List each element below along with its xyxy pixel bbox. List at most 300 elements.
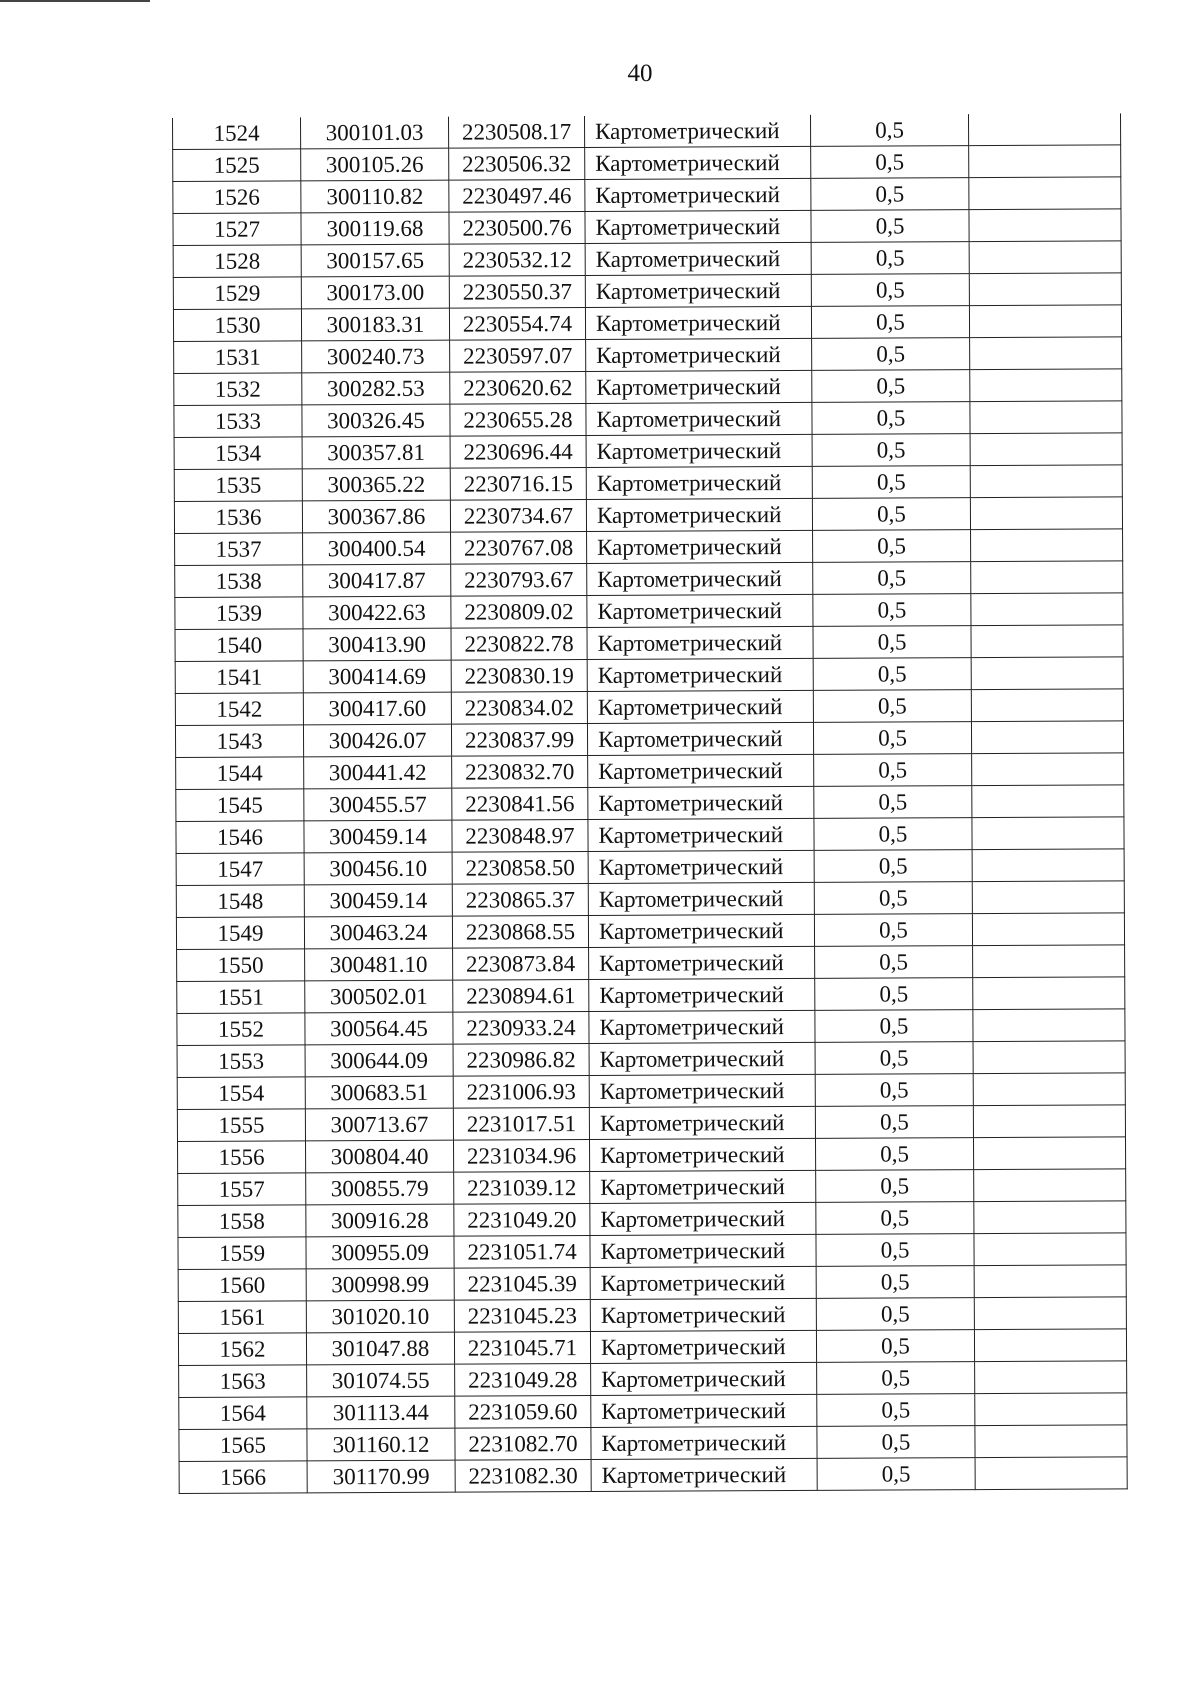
y-coordinate-cell: 2231051.74 bbox=[454, 1235, 590, 1268]
note-cell bbox=[975, 1393, 1127, 1426]
x-coordinate-cell: 300459.14 bbox=[304, 820, 452, 853]
table-row bbox=[174, 465, 1122, 502]
point-number-cell: 1541 bbox=[175, 661, 303, 694]
accuracy-cell: 0,5 bbox=[816, 1170, 974, 1203]
note-cell bbox=[970, 433, 1122, 466]
x-coordinate-cell: 300441.42 bbox=[304, 756, 452, 789]
method-cell: Картометрический bbox=[588, 914, 814, 947]
table-row bbox=[179, 1425, 1127, 1462]
note-cell bbox=[973, 1041, 1125, 1074]
method-cell: Картометрический bbox=[584, 115, 810, 148]
accuracy-cell: 0,5 bbox=[812, 466, 970, 499]
y-coordinate-cell: 2230597.07 bbox=[450, 339, 586, 372]
accuracy-cell: 0,5 bbox=[815, 1138, 973, 1171]
method-cell: Картометрический bbox=[589, 1042, 815, 1075]
note-cell bbox=[972, 849, 1124, 882]
table-row bbox=[173, 209, 1121, 246]
accuracy-cell: 0,5 bbox=[811, 146, 969, 179]
y-coordinate-cell: 2231039.12 bbox=[454, 1171, 590, 1204]
y-coordinate-cell: 2231017.51 bbox=[453, 1107, 589, 1140]
x-coordinate-cell: 301170.99 bbox=[307, 1460, 455, 1493]
table-row bbox=[174, 401, 1122, 438]
note-cell bbox=[974, 1233, 1126, 1266]
table-row bbox=[175, 561, 1123, 598]
method-cell: Картометрический bbox=[590, 1170, 816, 1203]
table-row bbox=[175, 529, 1123, 566]
accuracy-cell: 0,5 bbox=[811, 210, 969, 243]
x-coordinate-cell: 300426.07 bbox=[303, 724, 451, 757]
table-row bbox=[178, 1201, 1126, 1238]
table-row bbox=[179, 1393, 1127, 1430]
x-coordinate-cell: 300463.24 bbox=[304, 916, 452, 949]
method-cell: Картометрический bbox=[588, 882, 814, 915]
method-cell: Картометрический bbox=[586, 434, 812, 467]
x-coordinate-cell: 300282.53 bbox=[302, 372, 450, 405]
y-coordinate-cell: 2230894.61 bbox=[453, 979, 589, 1012]
x-coordinate-cell: 300400.54 bbox=[303, 532, 451, 565]
point-number-cell: 1548 bbox=[176, 885, 304, 918]
accuracy-cell: 0,5 bbox=[813, 594, 971, 627]
note-cell bbox=[971, 561, 1123, 594]
point-number-cell: 1544 bbox=[176, 757, 304, 790]
accuracy-cell: 0,5 bbox=[816, 1298, 974, 1331]
point-number-cell: 1545 bbox=[176, 789, 304, 822]
note-cell bbox=[973, 977, 1125, 1010]
x-coordinate-cell: 301074.55 bbox=[307, 1364, 455, 1397]
x-coordinate-cell: 301160.12 bbox=[307, 1428, 455, 1461]
accuracy-cell: 0,5 bbox=[816, 1266, 974, 1299]
x-coordinate-cell: 300367.86 bbox=[302, 500, 450, 533]
table-row bbox=[176, 817, 1124, 854]
point-number-cell: 1566 bbox=[179, 1461, 307, 1494]
point-number-cell: 1561 bbox=[178, 1301, 306, 1334]
y-coordinate-cell: 2230837.99 bbox=[451, 723, 587, 756]
point-number-cell: 1553 bbox=[177, 1045, 305, 1078]
y-coordinate-cell: 2231049.20 bbox=[454, 1203, 590, 1236]
note-cell bbox=[972, 881, 1124, 914]
point-number-cell: 1536 bbox=[174, 501, 302, 534]
accuracy-cell: 0,5 bbox=[814, 882, 972, 915]
table-row bbox=[177, 945, 1125, 982]
y-coordinate-cell: 2230506.32 bbox=[449, 147, 585, 180]
accuracy-cell: 0,5 bbox=[813, 690, 971, 723]
note-cell bbox=[969, 305, 1121, 338]
accuracy-cell: 0,5 bbox=[817, 1458, 975, 1491]
note-cell bbox=[969, 145, 1121, 178]
method-cell: Картометрический bbox=[590, 1266, 816, 1299]
y-coordinate-cell: 2230793.67 bbox=[451, 563, 587, 596]
method-cell: Картометрический bbox=[591, 1458, 817, 1491]
accuracy-cell: 0,5 bbox=[814, 754, 972, 787]
table-row bbox=[173, 241, 1121, 278]
point-number-cell: 1537 bbox=[175, 533, 303, 566]
table-row bbox=[179, 1361, 1127, 1398]
accuracy-cell: 0,5 bbox=[815, 946, 973, 979]
y-coordinate-cell: 2231049.28 bbox=[455, 1363, 591, 1396]
coordinates-table bbox=[172, 113, 1128, 1494]
note-cell bbox=[971, 657, 1123, 690]
method-cell: Картометрический bbox=[585, 146, 811, 179]
accuracy-cell: 0,5 bbox=[812, 498, 970, 531]
y-coordinate-cell: 2230933.24 bbox=[453, 1011, 589, 1044]
accuracy-cell: 0,5 bbox=[816, 1234, 974, 1267]
table-row bbox=[178, 1265, 1126, 1302]
note-cell bbox=[970, 369, 1122, 402]
x-coordinate-cell: 300422.63 bbox=[303, 596, 451, 629]
y-coordinate-cell: 2230841.56 bbox=[452, 787, 588, 820]
note-cell bbox=[969, 209, 1121, 242]
point-number-cell: 1538 bbox=[175, 565, 303, 598]
accuracy-cell: 0,5 bbox=[812, 402, 970, 435]
note-cell bbox=[970, 497, 1122, 530]
table-row bbox=[177, 1009, 1125, 1046]
scan-edge-mark bbox=[0, 0, 150, 2]
accuracy-cell: 0,5 bbox=[812, 434, 970, 467]
method-cell: Картометрический bbox=[587, 594, 813, 627]
point-number-cell: 1533 bbox=[174, 405, 302, 438]
accuracy-cell: 0,5 bbox=[815, 1074, 973, 1107]
point-number-cell: 1539 bbox=[175, 597, 303, 630]
point-number-cell: 1530 bbox=[173, 309, 301, 342]
x-coordinate-cell: 300326.45 bbox=[302, 404, 450, 437]
point-number-cell: 1554 bbox=[177, 1077, 305, 1110]
table-row bbox=[176, 881, 1124, 918]
note-cell bbox=[974, 1265, 1126, 1298]
point-number-cell: 1549 bbox=[176, 917, 304, 950]
y-coordinate-cell: 2230550.37 bbox=[449, 275, 585, 308]
point-number-cell: 1547 bbox=[176, 853, 304, 886]
y-coordinate-cell: 2230620.62 bbox=[450, 371, 586, 404]
point-number-cell: 1559 bbox=[178, 1237, 306, 1270]
x-coordinate-cell: 300105.26 bbox=[301, 148, 449, 181]
x-coordinate-cell: 300644.09 bbox=[305, 1044, 453, 1077]
point-number-cell: 1552 bbox=[177, 1013, 305, 1046]
note-cell bbox=[973, 1137, 1125, 1170]
accuracy-cell: 0,5 bbox=[813, 626, 971, 659]
y-coordinate-cell: 2230767.08 bbox=[451, 531, 587, 564]
note-cell bbox=[973, 1009, 1125, 1042]
method-cell: Картометрический bbox=[587, 658, 813, 691]
point-number-cell: 1562 bbox=[178, 1333, 306, 1366]
y-coordinate-cell: 2230508.17 bbox=[448, 116, 584, 148]
y-coordinate-cell: 2230696.44 bbox=[450, 435, 586, 468]
x-coordinate-cell: 300417.60 bbox=[303, 692, 451, 725]
y-coordinate-cell: 2231045.23 bbox=[454, 1299, 590, 1332]
point-number-cell: 1542 bbox=[175, 693, 303, 726]
table-row bbox=[178, 1169, 1126, 1206]
point-number-cell: 1526 bbox=[173, 181, 301, 214]
table-row bbox=[174, 369, 1122, 406]
accuracy-cell: 0,5 bbox=[815, 1042, 973, 1075]
point-number-cell: 1524 bbox=[173, 117, 301, 149]
note-cell bbox=[971, 689, 1123, 722]
y-coordinate-cell: 2231059.60 bbox=[455, 1395, 591, 1428]
x-coordinate-cell: 301113.44 bbox=[307, 1396, 455, 1429]
y-coordinate-cell: 2230822.78 bbox=[451, 627, 587, 660]
method-cell: Картометрический bbox=[588, 754, 814, 787]
accuracy-cell: 0,5 bbox=[815, 978, 973, 1011]
accuracy-cell: 0,5 bbox=[814, 818, 972, 851]
point-number-cell: 1565 bbox=[179, 1429, 307, 1462]
accuracy-cell: 0,5 bbox=[815, 1106, 973, 1139]
table-row bbox=[178, 1329, 1126, 1366]
x-coordinate-cell: 300998.99 bbox=[306, 1268, 454, 1301]
method-cell: Картометрический bbox=[586, 402, 812, 435]
note-cell bbox=[975, 1361, 1127, 1394]
accuracy-cell: 0,5 bbox=[816, 1330, 974, 1363]
x-coordinate-cell: 300916.28 bbox=[306, 1204, 454, 1237]
y-coordinate-cell: 2230734.67 bbox=[450, 499, 586, 532]
note-cell bbox=[972, 817, 1124, 850]
x-coordinate-cell: 300157.65 bbox=[301, 244, 449, 277]
x-coordinate-cell: 300110.82 bbox=[301, 180, 449, 213]
accuracy-cell: 0,5 bbox=[814, 786, 972, 819]
note-cell bbox=[970, 401, 1122, 434]
point-number-cell: 1558 bbox=[178, 1205, 306, 1238]
method-cell: Картометрический bbox=[589, 946, 815, 979]
note-cell bbox=[968, 113, 1120, 145]
x-coordinate-cell: 300713.67 bbox=[305, 1108, 453, 1141]
note-cell bbox=[975, 1425, 1127, 1458]
point-number-cell: 1564 bbox=[179, 1397, 307, 1430]
note-cell bbox=[974, 1169, 1126, 1202]
accuracy-cell: 0,5 bbox=[817, 1362, 975, 1395]
method-cell: Картометрический bbox=[585, 242, 811, 275]
table-row bbox=[176, 785, 1124, 822]
x-coordinate-cell: 300414.69 bbox=[303, 660, 451, 693]
point-number-cell: 1529 bbox=[173, 277, 301, 310]
x-coordinate-cell: 300855.79 bbox=[306, 1172, 454, 1205]
x-coordinate-cell: 300502.01 bbox=[305, 980, 453, 1013]
accuracy-cell: 0,5 bbox=[811, 274, 969, 307]
table-row bbox=[173, 113, 1121, 149]
y-coordinate-cell: 2231045.71 bbox=[454, 1331, 590, 1364]
note-cell bbox=[971, 721, 1123, 754]
y-coordinate-cell: 2231082.30 bbox=[455, 1459, 591, 1492]
method-cell: Картометрический bbox=[586, 466, 812, 499]
table-row bbox=[174, 337, 1122, 374]
method-cell: Картометрический bbox=[591, 1426, 817, 1459]
point-number-cell: 1525 bbox=[173, 149, 301, 182]
method-cell: Картометрический bbox=[588, 850, 814, 883]
note-cell bbox=[971, 625, 1123, 658]
method-cell: Картометрический bbox=[590, 1202, 816, 1235]
method-cell: Картометрический bbox=[586, 498, 812, 531]
x-coordinate-cell: 300183.31 bbox=[301, 308, 449, 341]
point-number-cell: 1555 bbox=[177, 1109, 305, 1142]
table-row bbox=[176, 849, 1124, 886]
accuracy-cell: 0,5 bbox=[813, 722, 971, 755]
point-number-cell: 1556 bbox=[178, 1141, 306, 1174]
x-coordinate-cell: 300413.90 bbox=[303, 628, 451, 661]
y-coordinate-cell: 2230830.19 bbox=[451, 659, 587, 692]
note-cell bbox=[972, 785, 1124, 818]
point-number-cell: 1540 bbox=[175, 629, 303, 662]
method-cell: Картометрический bbox=[588, 818, 814, 851]
y-coordinate-cell: 2231034.96 bbox=[453, 1139, 589, 1172]
x-coordinate-cell: 300357.81 bbox=[302, 436, 450, 469]
point-number-cell: 1534 bbox=[174, 437, 302, 470]
y-coordinate-cell: 2230873.84 bbox=[453, 947, 589, 980]
point-number-cell: 1546 bbox=[176, 821, 304, 854]
note-cell bbox=[969, 273, 1121, 306]
table-row bbox=[175, 657, 1123, 694]
table-row bbox=[175, 593, 1123, 630]
table-row bbox=[174, 497, 1122, 534]
point-number-cell: 1563 bbox=[179, 1365, 307, 1398]
y-coordinate-cell: 2230986.82 bbox=[453, 1043, 589, 1076]
method-cell: Картометрический bbox=[589, 1138, 815, 1171]
accuracy-cell: 0,5 bbox=[811, 306, 969, 339]
y-coordinate-cell: 2230532.12 bbox=[449, 243, 585, 276]
note-cell bbox=[975, 1457, 1127, 1490]
table-row bbox=[177, 977, 1125, 1014]
table-row bbox=[173, 305, 1121, 342]
point-number-cell: 1531 bbox=[174, 341, 302, 374]
x-coordinate-cell: 300459.14 bbox=[304, 884, 452, 917]
method-cell: Картометрический bbox=[590, 1298, 816, 1331]
note-cell bbox=[970, 465, 1122, 498]
accuracy-cell: 0,5 bbox=[810, 114, 968, 146]
note-cell bbox=[972, 913, 1124, 946]
method-cell: Картометрический bbox=[585, 178, 811, 211]
point-number-cell: 1557 bbox=[178, 1173, 306, 1206]
point-number-cell: 1532 bbox=[174, 373, 302, 406]
note-cell bbox=[973, 945, 1125, 978]
table-row bbox=[175, 689, 1123, 726]
y-coordinate-cell: 2230858.50 bbox=[452, 851, 588, 884]
accuracy-cell: 0,5 bbox=[812, 370, 970, 403]
table-row bbox=[173, 273, 1121, 310]
x-coordinate-cell: 300564.45 bbox=[305, 1012, 453, 1045]
accuracy-cell: 0,5 bbox=[811, 178, 969, 211]
method-cell: Картометрический bbox=[587, 562, 813, 595]
table-row bbox=[176, 913, 1124, 950]
point-number-cell: 1551 bbox=[177, 981, 305, 1014]
method-cell: Картометрический bbox=[587, 690, 813, 723]
x-coordinate-cell: 301020.10 bbox=[306, 1300, 454, 1333]
table-row bbox=[176, 753, 1124, 790]
table-row bbox=[178, 1137, 1126, 1174]
table-row bbox=[173, 177, 1121, 214]
y-coordinate-cell: 2230716.15 bbox=[450, 467, 586, 500]
x-coordinate-cell: 300481.10 bbox=[305, 948, 453, 981]
y-coordinate-cell: 2230554.74 bbox=[449, 307, 585, 340]
table-row bbox=[174, 433, 1122, 470]
accuracy-cell: 0,5 bbox=[812, 338, 970, 371]
method-cell: Картометрический bbox=[589, 978, 815, 1011]
y-coordinate-cell: 2230865.37 bbox=[452, 883, 588, 916]
y-coordinate-cell: 2230848.97 bbox=[452, 819, 588, 852]
method-cell: Картометрический bbox=[589, 1074, 815, 1107]
accuracy-cell: 0,5 bbox=[813, 530, 971, 563]
note-cell bbox=[969, 241, 1121, 274]
note-cell bbox=[971, 529, 1123, 562]
accuracy-cell: 0,5 bbox=[817, 1394, 975, 1427]
note-cell bbox=[969, 177, 1121, 210]
y-coordinate-cell: 2230868.55 bbox=[452, 915, 588, 948]
method-cell: Картометрический bbox=[586, 370, 812, 403]
note-cell bbox=[973, 1073, 1125, 1106]
note-cell bbox=[972, 753, 1124, 786]
method-cell: Картометрический bbox=[591, 1394, 817, 1427]
x-coordinate-cell: 301047.88 bbox=[306, 1332, 454, 1365]
method-cell: Картометрический bbox=[585, 274, 811, 307]
point-number-cell: 1543 bbox=[175, 725, 303, 758]
x-coordinate-cell: 300683.51 bbox=[305, 1076, 453, 1109]
accuracy-cell: 0,5 bbox=[813, 658, 971, 691]
x-coordinate-cell: 300804.40 bbox=[306, 1140, 454, 1173]
x-coordinate-cell: 300417.87 bbox=[303, 564, 451, 597]
method-cell: Картометрический bbox=[587, 530, 813, 563]
x-coordinate-cell: 300455.57 bbox=[304, 788, 452, 821]
accuracy-cell: 0,5 bbox=[814, 850, 972, 883]
accuracy-cell: 0,5 bbox=[815, 1010, 973, 1043]
note-cell bbox=[970, 337, 1122, 370]
x-coordinate-cell: 300955.09 bbox=[306, 1236, 454, 1269]
accuracy-cell: 0,5 bbox=[816, 1202, 974, 1235]
accuracy-cell: 0,5 bbox=[811, 242, 969, 275]
x-coordinate-cell: 300456.10 bbox=[304, 852, 452, 885]
y-coordinate-cell: 2230832.70 bbox=[452, 755, 588, 788]
point-number-cell: 1528 bbox=[173, 245, 301, 278]
y-coordinate-cell: 2230497.46 bbox=[449, 179, 585, 212]
x-coordinate-cell: 300240.73 bbox=[302, 340, 450, 373]
table-row bbox=[178, 1297, 1126, 1334]
table-row bbox=[177, 1105, 1125, 1142]
accuracy-cell: 0,5 bbox=[817, 1426, 975, 1459]
table-row bbox=[177, 1073, 1125, 1110]
table-row bbox=[175, 625, 1123, 662]
method-cell: Картометрический bbox=[590, 1234, 816, 1267]
method-cell: Картометрический bbox=[588, 786, 814, 819]
point-number-cell: 1535 bbox=[174, 469, 302, 502]
table-row bbox=[177, 1041, 1125, 1078]
method-cell: Картометрический bbox=[585, 210, 811, 243]
accuracy-cell: 0,5 bbox=[813, 562, 971, 595]
y-coordinate-cell: 2230809.02 bbox=[451, 595, 587, 628]
method-cell: Картометрический bbox=[589, 1010, 815, 1043]
note-cell bbox=[974, 1329, 1126, 1362]
point-number-cell: 1550 bbox=[177, 949, 305, 982]
y-coordinate-cell: 2230834.02 bbox=[451, 691, 587, 724]
point-number-cell: 1560 bbox=[178, 1269, 306, 1302]
method-cell: Картометрический bbox=[591, 1362, 817, 1395]
method-cell: Картометрический bbox=[587, 722, 813, 755]
note-cell bbox=[974, 1201, 1126, 1234]
note-cell bbox=[974, 1297, 1126, 1330]
y-coordinate-cell: 2230655.28 bbox=[450, 403, 586, 436]
method-cell: Картометрический bbox=[586, 338, 812, 371]
x-coordinate-cell: 300119.68 bbox=[301, 212, 449, 245]
table-row bbox=[175, 721, 1123, 758]
x-coordinate-cell: 300365.22 bbox=[302, 468, 450, 501]
coordinates-table-body bbox=[173, 113, 1128, 1493]
x-coordinate-cell: 300173.00 bbox=[301, 276, 449, 309]
method-cell: Картометрический bbox=[585, 306, 811, 339]
table-row bbox=[179, 1457, 1127, 1494]
y-coordinate-cell: 2231082.70 bbox=[455, 1427, 591, 1460]
note-cell bbox=[971, 593, 1123, 626]
method-cell: Картометрический bbox=[589, 1106, 815, 1139]
method-cell: Картометрический bbox=[590, 1330, 816, 1363]
y-coordinate-cell: 2230500.76 bbox=[449, 211, 585, 244]
table-row bbox=[178, 1233, 1126, 1270]
page-number: 40 bbox=[627, 60, 653, 87]
table-row bbox=[173, 145, 1121, 182]
point-number-cell: 1527 bbox=[173, 213, 301, 246]
x-coordinate-cell: 300101.03 bbox=[300, 117, 448, 149]
